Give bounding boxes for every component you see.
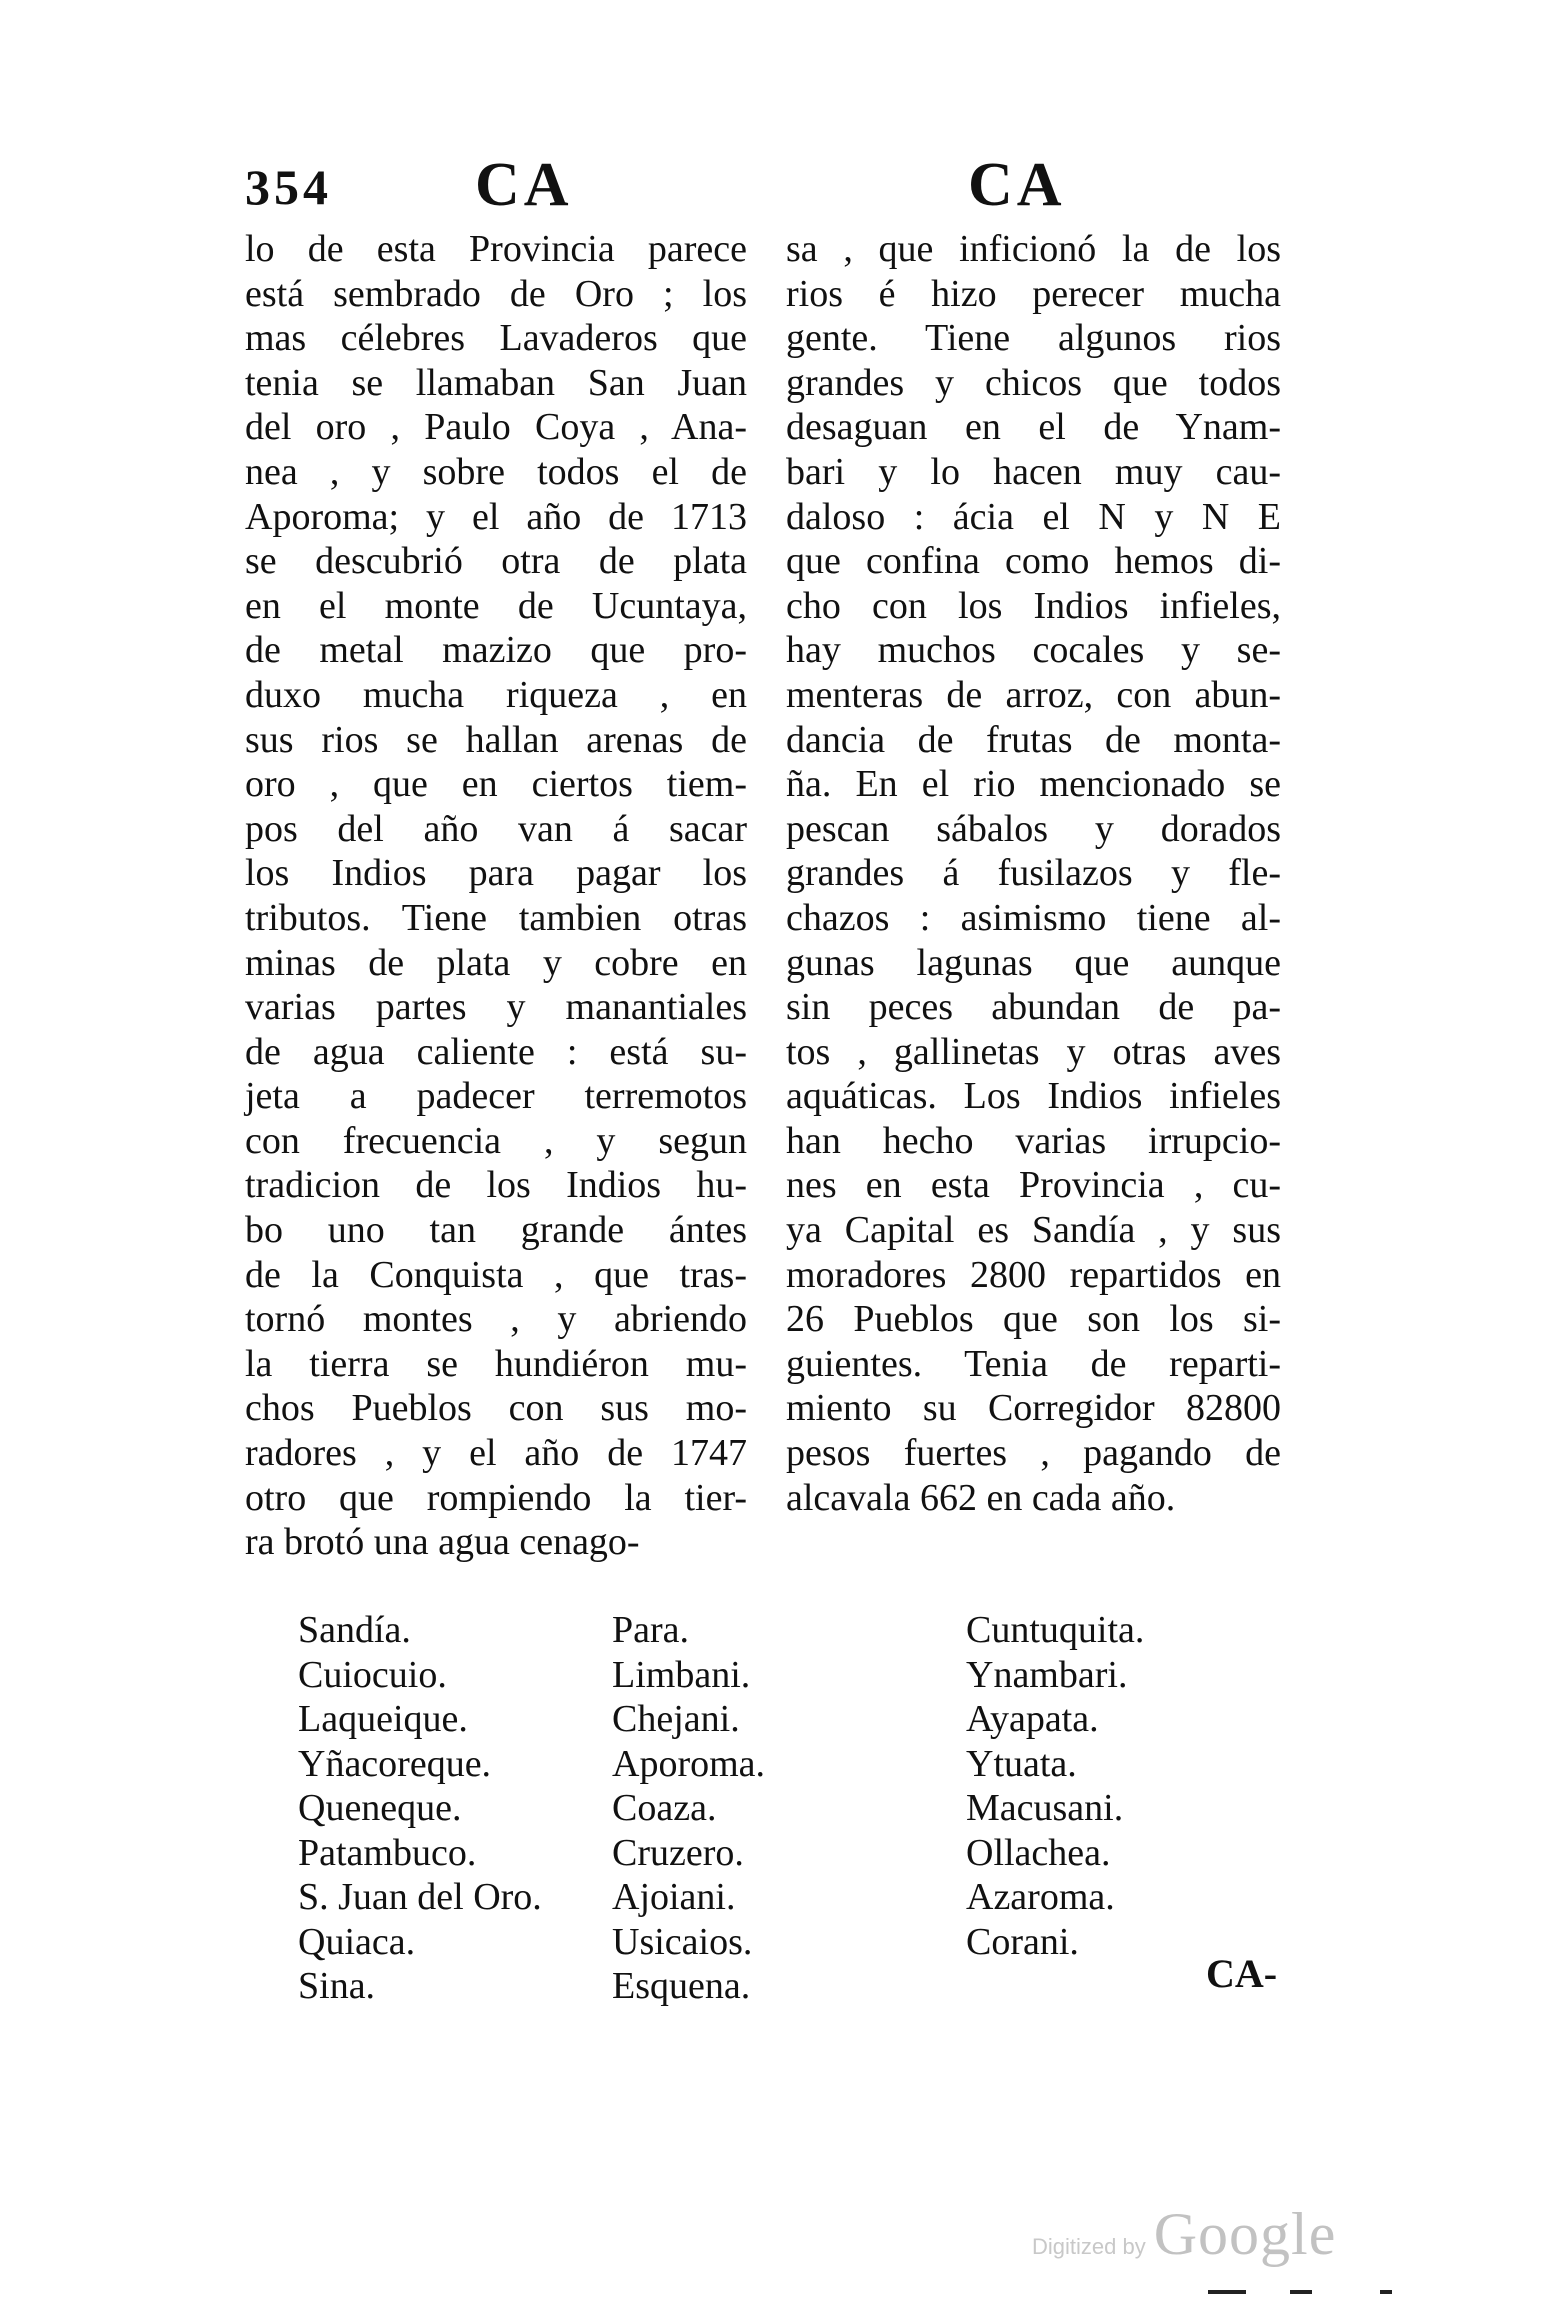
town-name: Macusani.	[966, 1787, 1124, 1829]
text-line: gente. Tiene algunos rios	[786, 317, 1281, 360]
text-line: hay muchos cocales y se-	[786, 629, 1281, 672]
text-line: dancia de frutas de monta-	[786, 718, 1281, 761]
catchword: CA-	[1206, 1951, 1278, 1996]
text-line: ya Capital es Sandía , y sus	[786, 1209, 1281, 1252]
text-line: ra brotó una agua cenago-	[245, 1521, 640, 1564]
town-name: Cuiocuio.	[298, 1653, 447, 1696]
text-column-left	[245, 227, 747, 1565]
text-line: otro que rompiendo la tier-	[245, 1476, 747, 1519]
text-line: rios é hizo perecer mucha	[786, 272, 1281, 315]
town-name: Sandía.	[298, 1609, 411, 1651]
text-line: sus rios se hallan arenas de	[245, 718, 747, 761]
text-line: los Indios para pagar los	[245, 852, 747, 895]
text-line: mas célebres Lavaderos que	[245, 317, 747, 360]
town-name: Limbani.	[612, 1653, 751, 1696]
text-line: chos Pueblos con sus mo-	[245, 1387, 747, 1430]
text-line: de la Conquista , que tras-	[245, 1253, 747, 1296]
text-line: minas de plata y cobre en	[245, 941, 747, 984]
town-name: Coaza.	[612, 1787, 717, 1829]
town-name: Para.	[612, 1609, 690, 1651]
town-name: Usicaios.	[612, 1920, 753, 1963]
town-name: Cuntuquita.	[966, 1609, 1145, 1651]
text-line: la tierra se hundiéron mu-	[245, 1342, 747, 1385]
text-line: nea , y sobre todos el de	[245, 450, 747, 493]
scan-edge-mark	[1380, 2290, 1392, 2294]
page-number: 354	[245, 159, 332, 215]
text-line: tos , gallinetas y otras aves	[786, 1030, 1281, 1073]
town-name: Azaroma.	[966, 1876, 1115, 1918]
text-line: 26 Pueblos que son los si-	[786, 1298, 1281, 1341]
text-line: cho con los Indios infieles,	[786, 584, 1281, 627]
town-name: Corani.	[966, 1920, 1079, 1963]
text-line: de agua caliente : está su-	[245, 1030, 747, 1073]
text-line: menteras de arroz, con abun-	[786, 673, 1281, 716]
town-name: Chejani.	[612, 1698, 740, 1740]
text-line: de metal mazizo que pro-	[245, 629, 747, 672]
text-line: aquáticas. Los Indios infieles	[786, 1075, 1281, 1118]
town-name: Quiaca.	[298, 1920, 416, 1963]
text-line: tributos. Tiene tambien otras	[245, 896, 747, 939]
town-list-column-2	[612, 1608, 765, 2009]
text-line: alcavala 662 en cada año.	[786, 1476, 1176, 1519]
google-logo: Google	[1153, 2201, 1337, 2267]
town-name: Aporoma.	[612, 1742, 766, 1785]
text-line: moradores 2800 repartidos en	[786, 1253, 1281, 1296]
running-head-right: CA	[968, 151, 1066, 219]
text-line: con frecuencia , y segun	[245, 1119, 747, 1162]
text-line: daloso : ácia el N y N E	[786, 495, 1281, 538]
running-head-left: CA	[475, 151, 573, 219]
town-name: Ynambari.	[966, 1653, 1128, 1696]
town-list-column-3	[966, 1608, 1144, 1964]
town-name: S. Juan del Oro.	[298, 1876, 542, 1918]
scan-edge-mark	[1290, 2290, 1312, 2294]
text-line: grandes y chicos que todos	[786, 361, 1281, 404]
town-name: Cruzero.	[612, 1831, 744, 1874]
text-line: tenia se llamaban San Juan	[245, 361, 747, 404]
text-line: que confina como hemos di-	[786, 540, 1281, 583]
text-line: oro , que en ciertos tiem-	[245, 763, 747, 806]
town-name: Ajoiani.	[612, 1876, 736, 1918]
text-line: guientes. Tenia de reparti-	[786, 1342, 1281, 1385]
town-name: Laqueique.	[298, 1698, 468, 1740]
text-line: duxo mucha riqueza , en	[245, 673, 747, 716]
town-name: Yñacoreque.	[298, 1742, 492, 1785]
text-line: tradicion de los Indios hu-	[245, 1164, 747, 1207]
text-line: nes en esta Provincia , cu-	[786, 1164, 1281, 1207]
text-line: se descubrió otra de plata	[245, 540, 747, 583]
text-line: tornó montes , y abriendo	[245, 1298, 747, 1341]
text-line: sin peces abundan de pa-	[786, 986, 1281, 1029]
town-list-column-1	[298, 1608, 542, 2009]
digitized-by-label: Digitized by	[1032, 2234, 1146, 2259]
text-line: pescan sábalos y dorados	[786, 807, 1281, 850]
text-line: en el monte de Ucuntaya,	[245, 584, 747, 627]
text-line: han hecho varias irrupcio-	[786, 1119, 1281, 1162]
text-line: bari y lo hacen muy cau-	[786, 450, 1281, 493]
text-line: del oro , Paulo Coya , Ana-	[245, 406, 747, 449]
text-line: lo de esta Provincia parece	[245, 228, 747, 270]
text-line: pesos fuertes , pagando de	[786, 1432, 1281, 1475]
town-name: Sina.	[298, 1965, 376, 2007]
town-name: Queneque.	[298, 1787, 462, 1829]
town-name: Patambuco.	[298, 1831, 477, 1874]
text-line: jeta a padecer terremotos	[245, 1075, 747, 1118]
text-line: radores , y el año de 1747	[245, 1432, 747, 1475]
text-line: ña. En el rio mencionado se	[786, 763, 1281, 806]
text-line: pos del año van á sacar	[245, 807, 747, 850]
scan-edge-mark	[1208, 2290, 1246, 2294]
text-line: sa , que inficionó la de los	[786, 228, 1281, 270]
text-line: varias partes y manantiales	[245, 986, 747, 1029]
text-column-right	[786, 227, 1281, 1520]
text-line: bo uno tan grande ántes	[245, 1209, 747, 1252]
town-name: Ayapata.	[966, 1698, 1099, 1740]
text-line: chazos : asimismo tiene al-	[786, 896, 1281, 939]
text-line: desaguan en el de Ynam-	[786, 406, 1281, 449]
digitized-by-watermark	[1032, 2200, 1336, 2269]
town-name: Esquena.	[612, 1965, 751, 2007]
text-line: miento su Corregidor 82800	[786, 1387, 1281, 1430]
town-name: Ytuata.	[966, 1742, 1077, 1785]
text-line: está sembrado de Oro ; los	[245, 272, 747, 315]
text-line: Aporoma; y el año de 1713	[245, 495, 747, 538]
text-line: gunas lagunas que aunque	[786, 941, 1281, 984]
town-name: Ollachea.	[966, 1831, 1111, 1874]
text-line: grandes á fusilazos y fle-	[786, 852, 1281, 895]
